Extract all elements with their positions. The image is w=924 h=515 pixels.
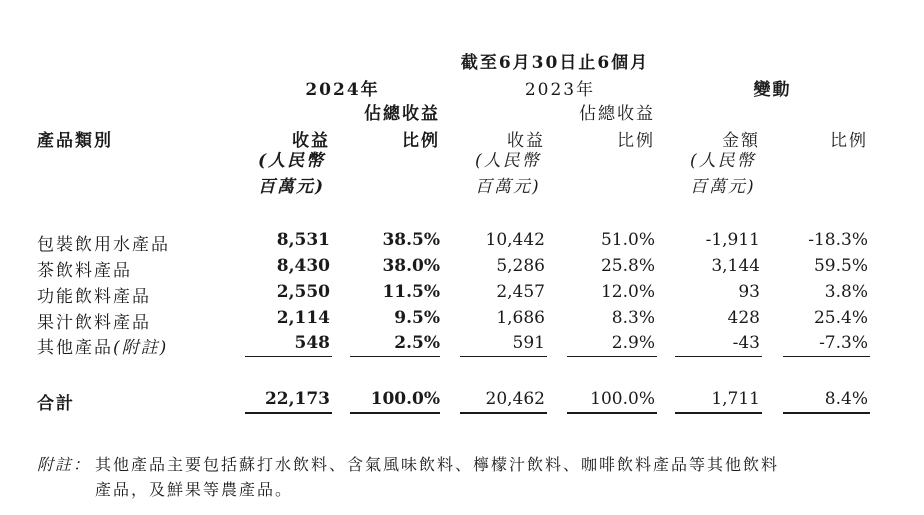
change-amount: -43 [732, 333, 760, 353]
total-revenue-2024: 22,173 [264, 389, 330, 409]
change-amount: -1,911 [705, 230, 760, 250]
subtotal-divider [567, 356, 657, 357]
category-header: 產品類別 [37, 131, 113, 151]
total-label: 合計 [37, 394, 75, 414]
share-2024: 38.5% [382, 230, 440, 250]
share-header-2023: 比例 [617, 131, 655, 151]
footnote-text-line2: 產品，及鮮果等農產品。 [95, 480, 294, 499]
subtotal-divider [245, 356, 332, 357]
subtotal-divider [460, 356, 547, 357]
change-amount: 428 [727, 308, 760, 328]
change-amount: 93 [738, 282, 760, 302]
revenue-header-2023: 收益 [507, 131, 545, 151]
share-2023: 12.0% [600, 282, 655, 302]
total-underline [245, 412, 332, 414]
unit-label-2024: (人民幣 百萬元) [258, 151, 326, 197]
total-revenue-2023: 20,462 [485, 389, 545, 409]
change-ratio: 59.5% [813, 256, 868, 276]
revenue-2024: 2,550 [276, 282, 330, 302]
revenue-2024: 548 [294, 333, 330, 353]
subtotal-divider [350, 356, 440, 357]
change-amount: 3,144 [711, 256, 760, 276]
share-2024: 11.5% [382, 282, 440, 302]
revenue-2024: 8,430 [276, 256, 330, 276]
change-ratio: 25.4% [813, 308, 868, 328]
share-2023: 2.9% [611, 333, 655, 353]
row-category: 果汁飲料產品 [37, 313, 151, 333]
total-underline [783, 412, 870, 414]
row-category: 茶飲料產品 [37, 261, 132, 281]
change-header: 變動 [753, 80, 792, 100]
footnote-label: 附註： [37, 455, 92, 474]
share-header-2023-top: 佔總收益 [579, 104, 655, 124]
row-category: 功能飲料產品 [37, 287, 151, 307]
period-header: 截至6月30日止6個月 [460, 53, 650, 73]
total-share-2023: 100.0% [590, 389, 655, 409]
change-ratio: -7.3% [819, 333, 868, 353]
total-change-amount: 1,711 [711, 389, 760, 409]
revenue-2023: 2,457 [496, 282, 545, 302]
share-2024: 38.0% [382, 256, 440, 276]
revenue-2023: 591 [512, 333, 545, 353]
change-ratio: -18.3% [808, 230, 868, 250]
year-2023-header: 2023年 [524, 80, 596, 100]
revenue-2023: 5,286 [496, 256, 545, 276]
row-category: 其他產品(附註) [37, 338, 169, 358]
total-underline [350, 412, 440, 414]
share-2024: 9.5% [394, 308, 440, 328]
share-2023: 8.3% [611, 308, 655, 328]
total-underline [460, 412, 547, 414]
year-2024-header: 2024年 [305, 80, 380, 100]
total-underline [675, 412, 762, 414]
share-2024: 2.5% [394, 333, 440, 353]
revenue-2024: 2,114 [276, 308, 330, 328]
revenue-2023: 1,686 [496, 308, 545, 328]
share-2023: 51.0% [600, 230, 655, 250]
total-change-ratio: 8.4% [824, 389, 868, 409]
share-header-2024: 比例 [402, 131, 440, 151]
row-category: 包裝飲用水產品 [37, 235, 170, 255]
subtotal-divider [675, 356, 762, 357]
share-header-2024-top: 佔總收益 [364, 104, 440, 124]
ratio-header: 比例 [830, 131, 868, 151]
subtotal-divider [783, 356, 870, 357]
change-ratio: 3.8% [824, 282, 868, 302]
amount-header: 金額 [722, 131, 760, 151]
footnote-text-line1: 其他產品主要包括蘇打水飲料、含氣風味飲料、檸檬汁飲料、咖啡飲料產品等其他飲料 [95, 455, 780, 474]
revenue-header-2024: 收益 [292, 131, 330, 151]
total-underline [567, 412, 657, 414]
revenue-2023: 10,442 [485, 230, 545, 250]
revenue-2024: 8,531 [276, 230, 330, 250]
unit-label-change: (人民幣 百萬元) [690, 151, 756, 197]
share-2023: 25.8% [600, 256, 655, 276]
unit-label-2023: (人民幣 百萬元) [475, 151, 541, 197]
note-reference: (附註) [113, 338, 169, 358]
total-share-2024: 100.0% [370, 389, 440, 409]
